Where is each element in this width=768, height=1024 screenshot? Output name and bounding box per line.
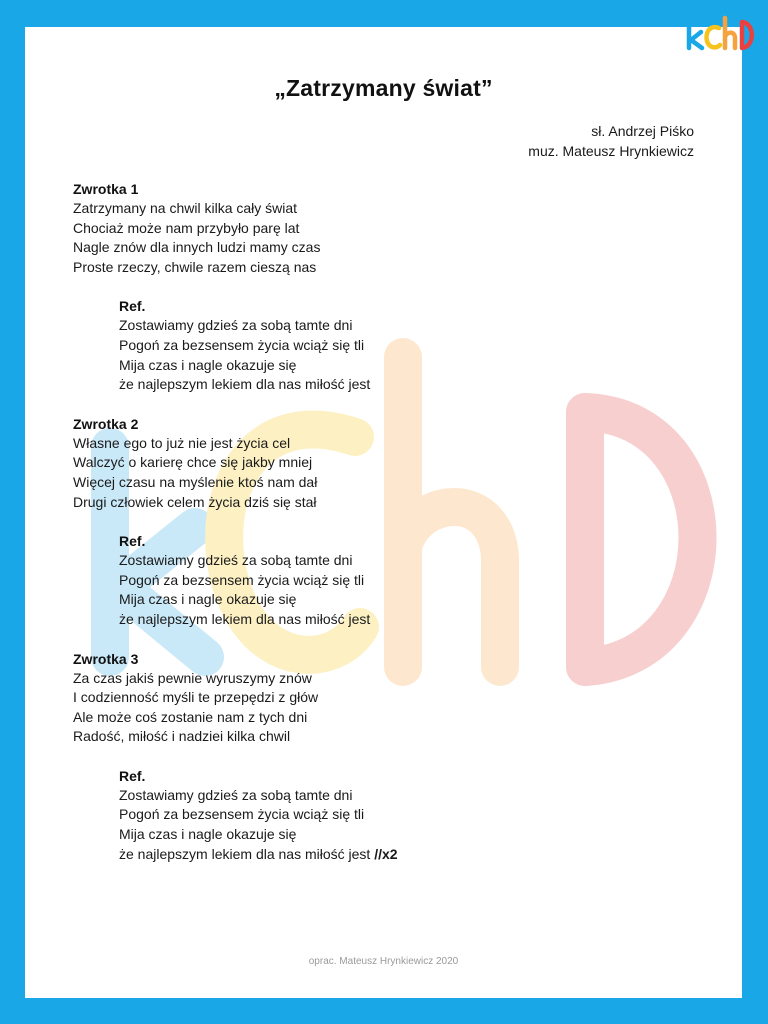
section-heading: Ref.	[119, 767, 146, 784]
section-heading: Ref.	[119, 298, 146, 315]
verse-2	[73, 414, 713, 512]
chorus-1	[73, 296, 713, 394]
song-title: „Zatrzymany świat”	[274, 75, 493, 101]
lyric-line: Walczyć o karierę chce się jakby mniej	[73, 454, 313, 471]
verse-1	[73, 179, 713, 277]
lyric-line-text: że najlepszym lekiem dla nas miłość jest	[119, 845, 371, 862]
lyric-line: Nagle znów dla innych ludzi mamy czas	[73, 239, 321, 256]
logo-d	[742, 22, 752, 48]
lyric-line	[119, 845, 713, 865]
lyric-line: Za czas jakiś pewnie wyruszymy znów	[73, 669, 312, 686]
kchd-logo	[683, 10, 755, 56]
section-heading: Zwrotka 1	[73, 181, 139, 197]
composer-credit: muz. Mateusz Hrynkiewicz	[528, 143, 694, 159]
lyric-line: Zostawiamy gdzieś za sobą tamte dni	[119, 552, 353, 569]
lyric-line: Zostawiamy gdzieś za sobą tamte dni	[119, 317, 353, 334]
lyric-line: Własne ego to już nie jest życia cel	[73, 434, 291, 451]
lyric-line: Proste rzeczy, chwile razem cieszą nas	[73, 258, 317, 275]
lyric-line: Więcej czasu na myślenie ktoś nam dał	[73, 473, 318, 490]
lyric-line: Zostawiamy gdzieś za sobą tamte dni	[119, 786, 353, 803]
logo-c	[707, 27, 721, 47]
credits	[528, 121, 694, 161]
lyric-line: Chociaż może nam przybyło parę lat	[73, 219, 300, 236]
lyric-line: że najlepszym lekiem dla nas miłość jest	[119, 610, 371, 627]
lyricist-credit: sł. Andrzej Piśko	[591, 123, 694, 139]
lyric-line: Pogoń za bezsensem życia wciąż się tli	[119, 336, 365, 353]
chorus-3	[73, 766, 713, 864]
section-heading: Zwrotka 3	[73, 650, 139, 667]
lyric-line: Zatrzymany na chwil kilka cały świat	[73, 200, 298, 216]
lyric-line: Ale może coś zostanie nam z tych dni	[73, 708, 308, 725]
lyric-line: Drugi człowiek celem życia dziś się stał	[73, 493, 317, 510]
lyric-line: Pogoń za bezsensem życia wciąż się tli	[119, 806, 365, 823]
lyric-line: Mija czas i nagle okazuje się	[119, 591, 297, 608]
chorus-2	[73, 531, 713, 629]
repeat-marker: //x2	[370, 845, 398, 862]
lyric-line: Mija czas i nagle okazuje się	[119, 356, 297, 373]
lyric-line: Mija czas i nagle okazuje się	[119, 826, 297, 843]
lyric-line: Radość, miłość i nadziei kilka chwil	[73, 728, 291, 745]
verse-3	[73, 649, 713, 747]
lyric-line: I codzienność myśli te przepędzi z głów	[73, 689, 319, 706]
lyric-line: że najlepszym lekiem dla nas miłość jest	[119, 376, 371, 393]
logo-h	[725, 18, 735, 48]
lyrics-sheet	[25, 27, 742, 998]
logo-k	[689, 22, 702, 48]
lyric-line: Pogoń za bezsensem życia wciąż się tli	[119, 571, 365, 588]
lyrics-body	[73, 179, 713, 883]
section-heading: Ref.	[119, 533, 146, 550]
section-heading: Zwrotka 2	[73, 415, 139, 432]
footer-credit: oprac. Mateusz Hrynkiewicz 2020	[308, 956, 459, 967]
